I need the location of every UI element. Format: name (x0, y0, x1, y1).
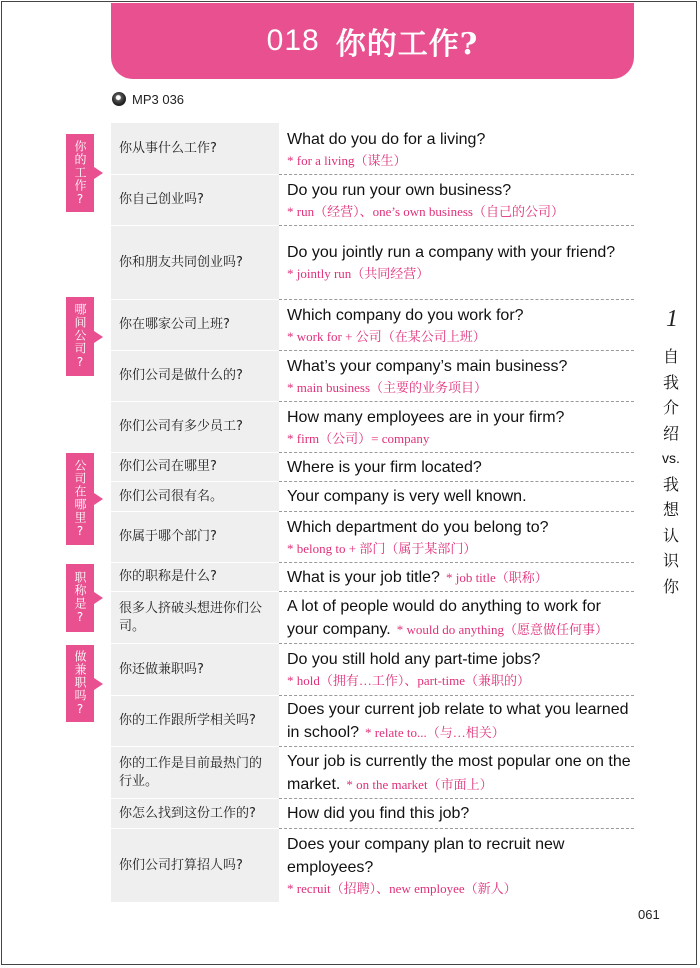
phrase-chinese: 你的工作是目前最热门的行业。 (111, 747, 279, 798)
phrase-english: Which department do you belong to? (287, 518, 549, 536)
chapter-title-char: 我 (662, 372, 679, 392)
phrase-chinese: 你的工作跟所学相关吗? (111, 696, 279, 746)
phrase-chinese: 你怎么找到这份工作的? (111, 799, 279, 828)
chapter-title-char: 认 (662, 525, 679, 545)
chapter-title-char: 识 (662, 551, 679, 570)
phrase-note: * firm（公司）= company (287, 430, 430, 446)
phrase-row (287, 351, 634, 401)
phrase-note: * work for + 公司（在某公司上班） (287, 328, 486, 344)
phrase-chinese: 你和朋友共同创业吗? (111, 226, 279, 299)
phrase-row (287, 696, 634, 746)
chapter-title-char: 你 (662, 576, 679, 596)
phrase-english: Do you run your own business? (287, 181, 512, 199)
page-title-banner (111, 3, 634, 79)
phrase-english: What’s your company’s main business? (287, 357, 568, 375)
phrase-row (287, 402, 634, 452)
phrase-note: * recruit（招聘）、new employee（新人） (287, 880, 517, 896)
phrase-english: A lot of people would do anything to work for your company. (287, 597, 601, 638)
phrase-note: * on the market（市面上） (346, 776, 493, 792)
phrase-row (287, 644, 634, 695)
side-tag: 做兼职吗? (66, 645, 94, 722)
chapter-title-char: 介 (662, 398, 679, 417)
audio-track-label: MP3 036 (132, 91, 185, 107)
phrase-chinese: 你自己创业吗? (111, 175, 279, 225)
chapter-number: 1 (666, 306, 678, 332)
phrase-row (287, 747, 634, 798)
side-tag: 公司在哪里? (66, 453, 94, 545)
phrase-english: Do you jointly run a company with your friend? (287, 244, 616, 261)
phrase-row (287, 563, 634, 591)
title-number: 018 (266, 24, 320, 57)
phrase-note: * main business（主要的业务项目） (287, 379, 488, 395)
phrase-row (287, 482, 634, 511)
phrase-row (287, 453, 634, 481)
phrase-chinese: 你还做兼职吗? (111, 644, 279, 695)
phrase-note: * relate to...（与…相关） (365, 725, 505, 740)
phrase-english: Does your current job relate to what you learned in school? (287, 701, 629, 741)
phrase-chinese: 你们公司是做什么的? (111, 351, 279, 401)
phrase-note: * would do anything（愿意做任何事） (396, 621, 608, 637)
phrase-english: Does your company plan to recruit new employees? (287, 835, 565, 876)
phrase-row (287, 592, 634, 643)
phrase-chinese: 很多人挤破头想进你们公司。 (111, 592, 279, 643)
phrase-row (287, 124, 634, 174)
phrase-chinese: 你们公司很有名。 (111, 482, 279, 511)
phrase-chinese: 你属于哪个部门? (111, 512, 279, 562)
chapter-title-char: vs. (662, 450, 680, 466)
phrase-note: * belong to + 部门（属于某部门） (287, 540, 477, 556)
cd-icon (112, 92, 126, 106)
phrase-note: * for a living（谋生） (287, 152, 407, 168)
chapter-title-char: 想 (662, 500, 679, 519)
phrase-note: * job title（职称） (445, 569, 548, 585)
phrase-row (287, 226, 634, 299)
side-tag: 哪间公司? (66, 297, 94, 376)
phrase-note: * jointly run（共同经营） (287, 266, 430, 281)
phrase-note: * hold（拥有…工作）、part-time（兼职的） (287, 673, 531, 688)
phrase-chinese: 你们公司在哪里? (111, 453, 279, 481)
chapter-title (659, 344, 683, 599)
phrase-english: Your job is currently the most popular one on the market. (287, 752, 631, 793)
phrase-english: How did you find this job? (287, 805, 470, 822)
page-title: 你的工作? (335, 27, 479, 62)
phrase-english: How many employees are in your firm? (287, 408, 565, 426)
phrase-chinese: 你们公司有多少员工? (111, 402, 279, 452)
chapter-title-char: 我 (662, 474, 679, 494)
phrase-chinese: 你们公司打算招人吗? (111, 829, 279, 902)
phrase-english: Where is your firm located? (287, 458, 482, 476)
chapter-title-char: 绍 (662, 423, 679, 443)
phrase-row (287, 799, 634, 828)
phrase-row (287, 300, 634, 350)
phrase-english: Which company do you work for? (287, 306, 524, 324)
phrase-chinese: 你的职称是什么? (111, 563, 279, 591)
phrase-english: What do you do for a living? (287, 130, 486, 148)
phrase-row (287, 175, 634, 225)
phrase-row (287, 512, 634, 562)
phrase-chinese: 你在哪家公司上班? (111, 300, 279, 350)
phrase-note: * run（经营）、one’s own business（自己的公司） (287, 203, 564, 219)
audio-track (112, 91, 184, 107)
phrase-row (287, 829, 634, 902)
phrase-english: Your company is very well known. (287, 488, 527, 505)
phrase-english: What is your job title? (287, 568, 440, 586)
chapter-title-char: 自 (662, 347, 679, 366)
phrase-chinese: 你从事什么工作? (111, 123, 279, 174)
side-tag: 职称是? (66, 564, 94, 632)
side-tag: 你的工作? (66, 134, 94, 212)
page-number: 061 (638, 907, 660, 922)
phrase-english: Do you still hold any part-time jobs? (287, 651, 541, 668)
